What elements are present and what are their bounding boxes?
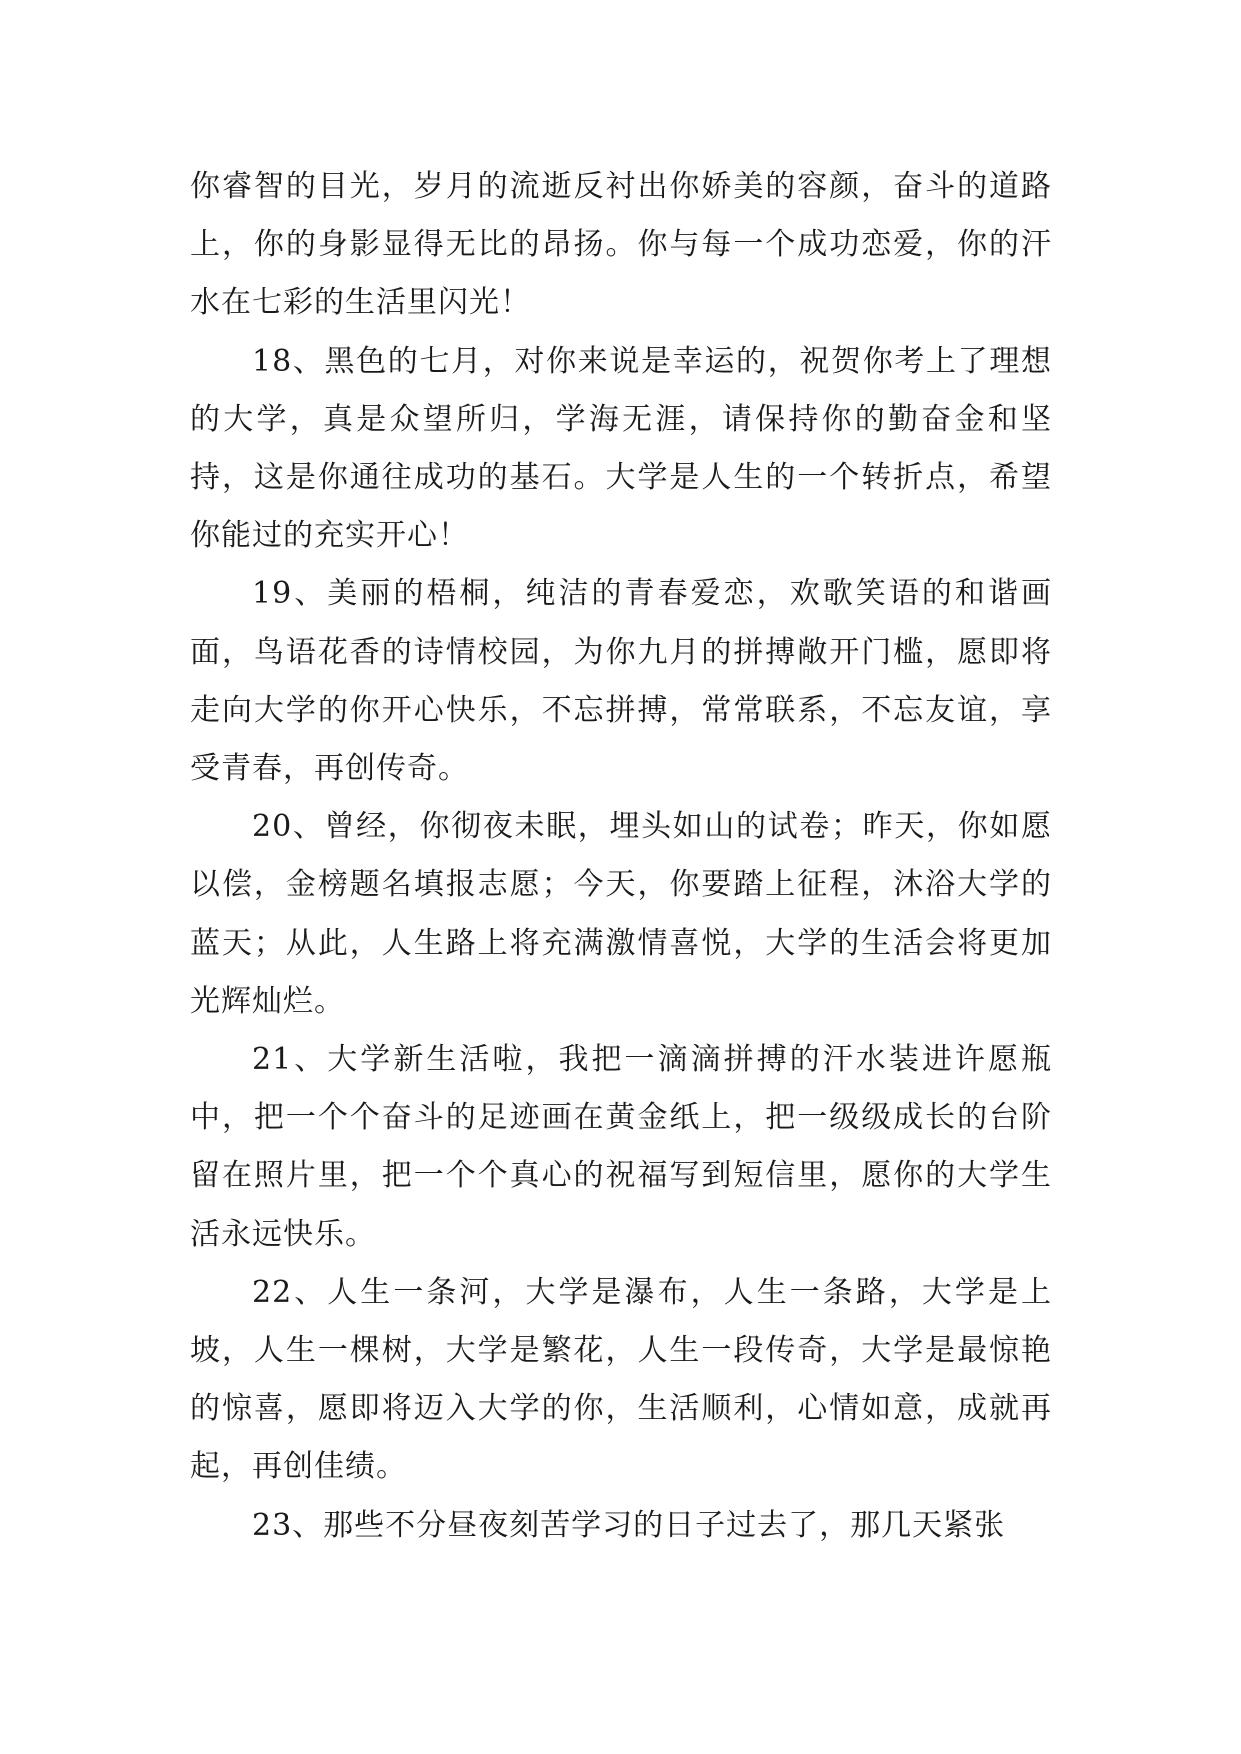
paragraph-23: 23、那些不分昼夜刻苦学习的日子过去了，那几天紧张 xyxy=(252,1507,1006,1543)
document-body xyxy=(190,158,1052,1555)
paragraph-19: 19、美丽的梧桐，纯洁的青春爱恋，欢歌笑语的和谐画面，鸟语花香的诗情校园，为你九月的拼搏敞开门槛，愿即将走向大学的你开心快乐，不忘拼搏，常常联系，不忘友谊，享受青春，再创传奇。 xyxy=(190,576,1052,787)
paragraph-20: 20、曾经，你彻夜未眠，埋头如山的试卷；昨天，你如愿以偿，金榜题名填报志愿；今天，你要踏上征程，沐浴大学的蓝天；从此，人生路上将充满激情喜悦，大学的生活会将更加光辉灿烂。 xyxy=(190,809,1052,1019)
paragraph-22: 22、人生一条河，大学是瀑布，人生一条路，大学是上坡，人生一棵树，大学是繁花，人生一段传奇，大学是最惊艳的惊喜，愿即将迈入大学的你，生活顺利，心情如意，成就再起，再创佳绩。 xyxy=(190,1274,1052,1485)
paragraph-continued: 你睿智的目光，岁月的流逝反衬出你娇美的容颜，奋斗的道路上，你的身影显得无比的昂扬。你与每一个成功恋爱，你的汗水在七彩的生活里闪光！ xyxy=(190,169,1052,321)
paragraph-18: 18、黑色的七月，对你来说是幸运的，祝贺你考上了理想的大学，真是众望所归，学海无涯，请保持你的勤奋金和坚持，这是你通往成功的基石。大学是人生的一个转折点，希望你能过的充实开心！ xyxy=(190,343,1052,554)
paragraph-21: 21、大学新生活啦，我把一滴滴拼搏的汗水装进许愿瓶中，把一个个奋斗的足迹画在黄金纸上，把一级级成长的台阶留在照片里，把一个个真心的祝福写到短信里，愿你的大学生活永远快乐。 xyxy=(190,1042,1052,1252)
